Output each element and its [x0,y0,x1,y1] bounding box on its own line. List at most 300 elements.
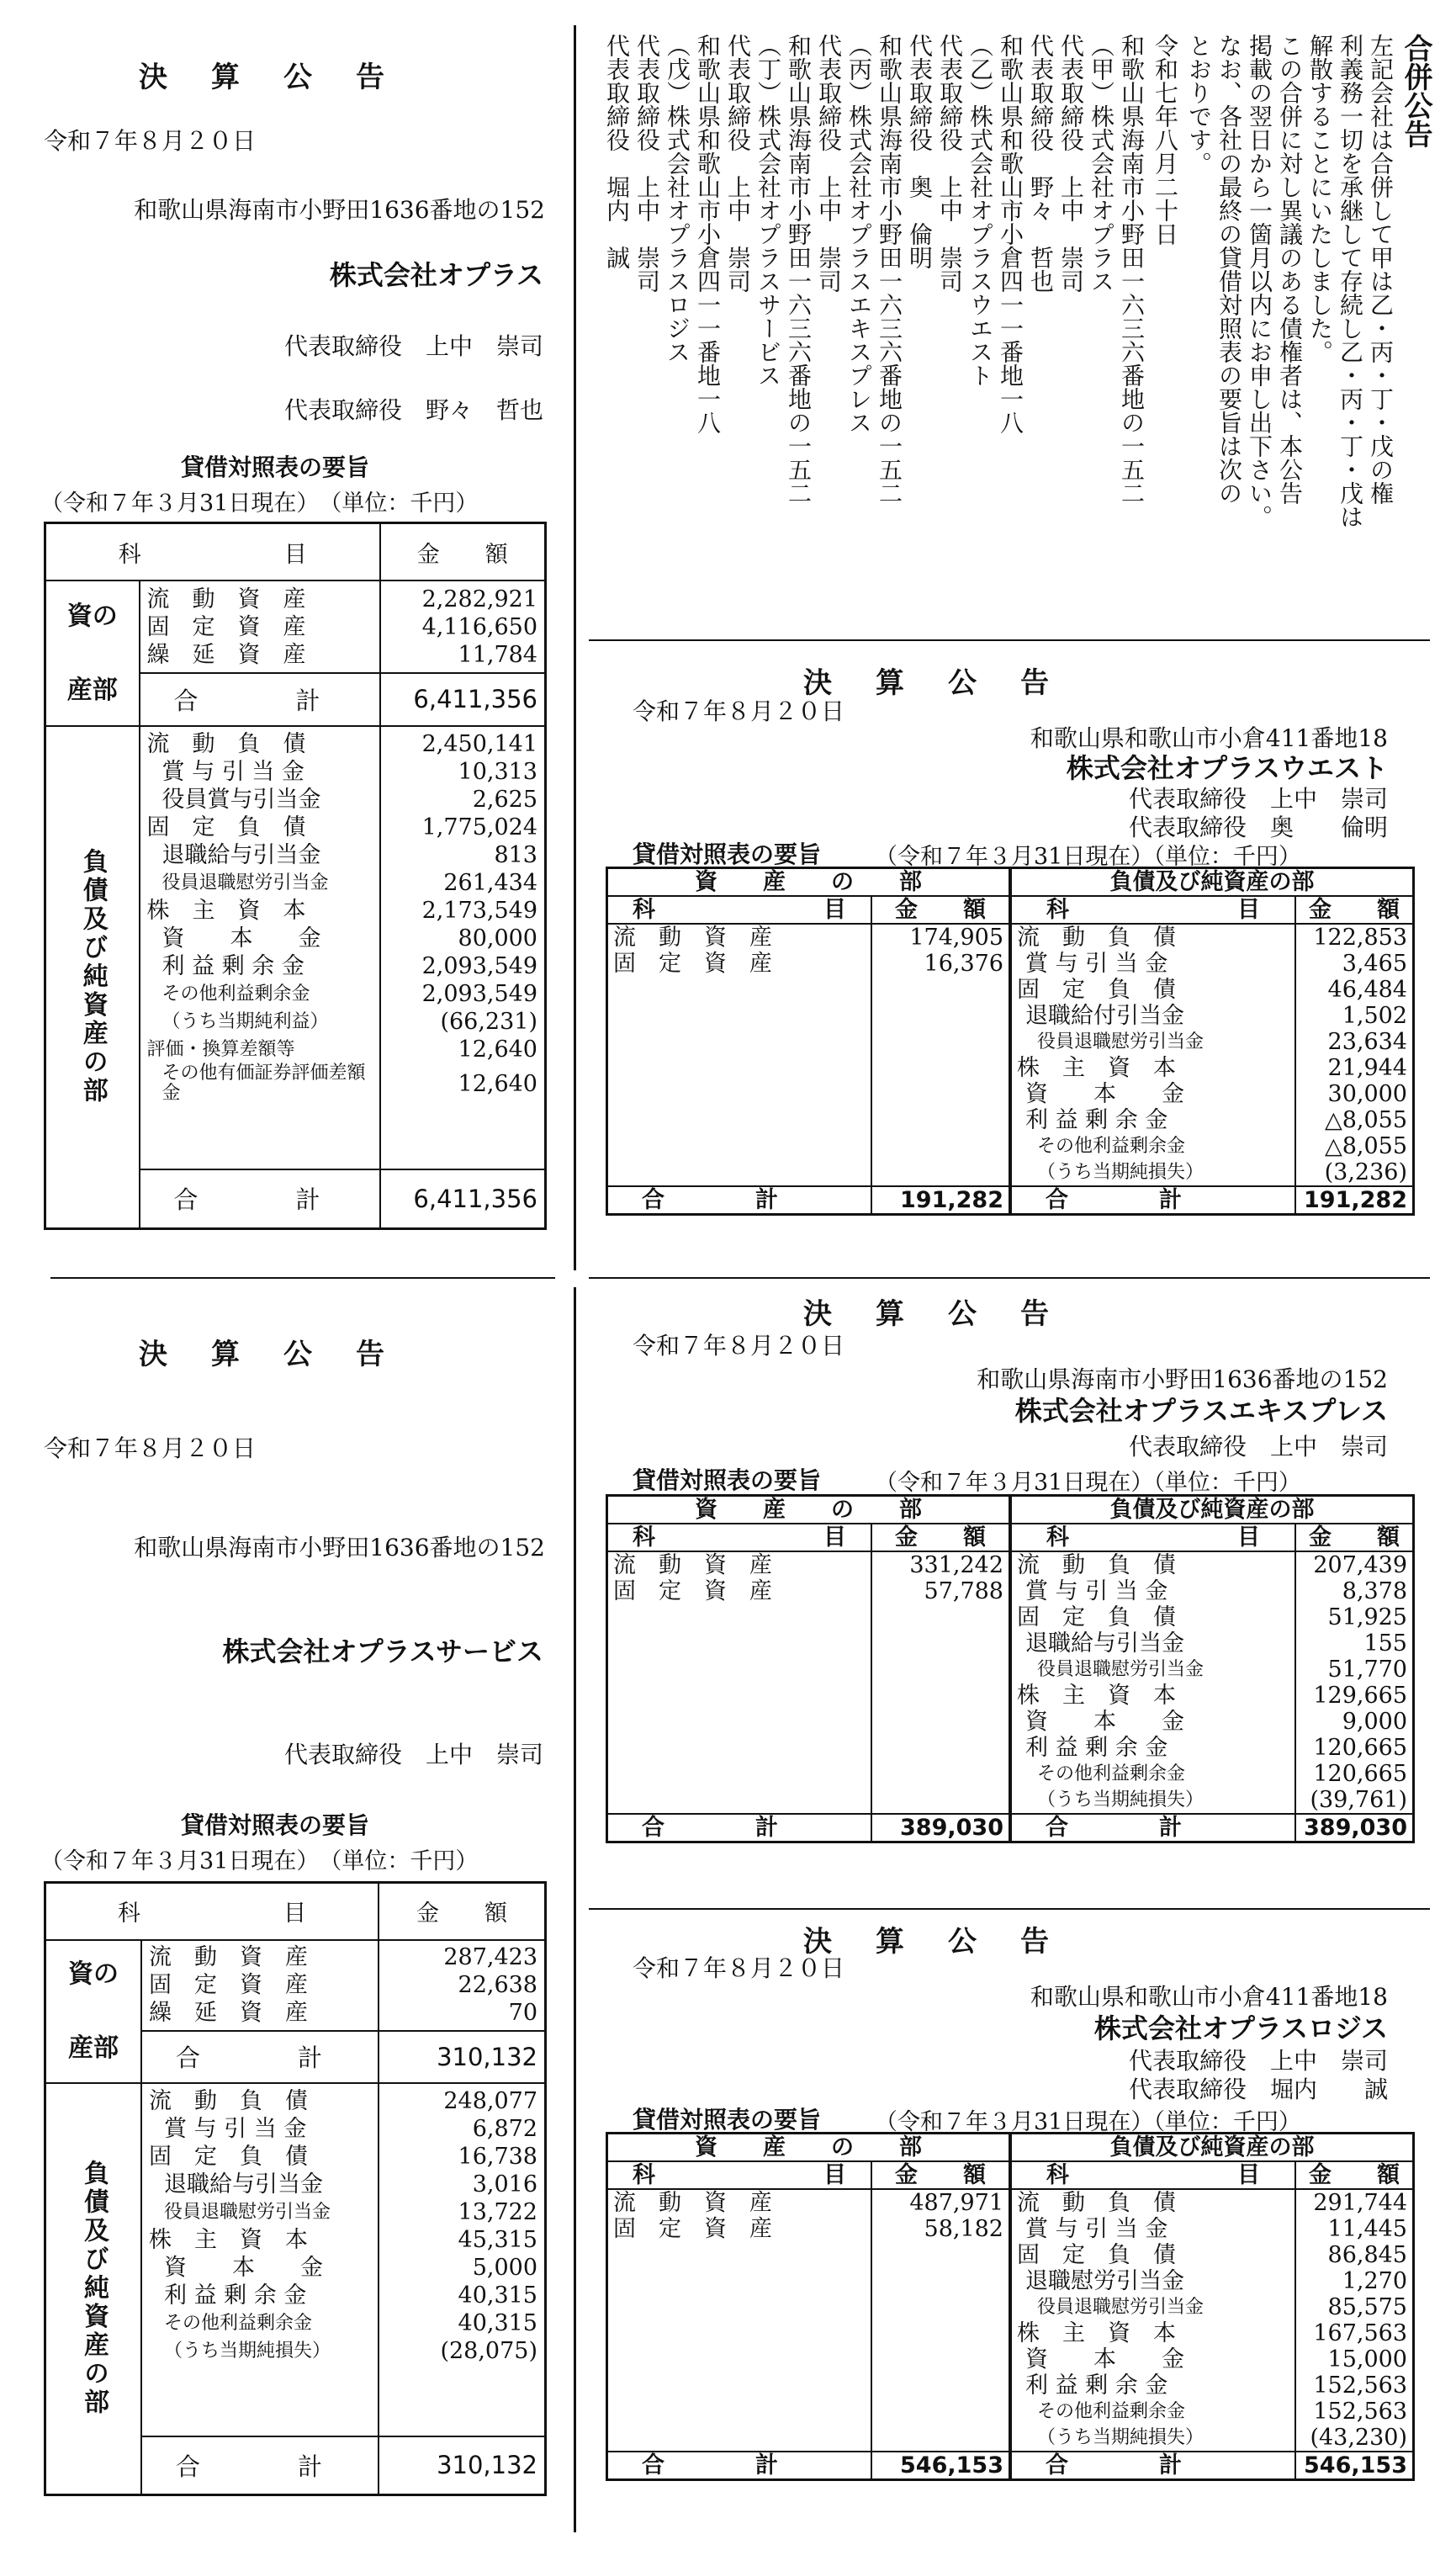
table-row [607,951,1414,977]
asset-item-value: 4,116,650 [421,613,537,640]
liability-item-value: 2,173,549 [421,897,537,924]
table-row [607,1578,1414,1604]
logis-title: 決算公告 [803,1925,1093,1959]
liability-item-name: 役員賞与引当金 [161,786,321,813]
asset-total: 546,153 [871,2452,1010,2480]
asset-item-name [607,1604,872,1630]
asset-item-value: 22,638 [458,1972,537,1998]
liability-item-value: 1,270 [1295,2268,1414,2294]
liability-item-value: 40,315 [458,2309,537,2336]
liability-item-name: 賞 与 引 当 金 [161,758,304,785]
express-title: 決算公告 [803,1297,1093,1331]
liability-item-name: 株 主 資 本 [146,897,306,924]
asset-item-name [607,1709,872,1735]
liability-item-name: 退職慰労引当金 [1010,2268,1295,2294]
asset-item-name [607,1657,872,1683]
asset-total-label: 合 計 [607,2452,872,2480]
table-row [607,2372,1414,2399]
asset-item-value [871,1657,1010,1683]
liability-total-label: 合 計 [1010,1814,1295,1842]
vertical-divider-lower [574,1287,576,2532]
asset-item-name [607,2346,872,2372]
table-row [607,1709,1414,1735]
liability-item-value: 1,775,024 [421,814,537,840]
table-row [607,1787,1414,1814]
asset-item-value [871,1133,1010,1159]
asset-item-name [607,2372,872,2399]
asset-item-value [871,2346,1010,2372]
liability-item-name: 資 本 金 [1010,2346,1295,2372]
table-row [607,924,1414,951]
liability-item-value: (28,075) [440,2337,537,2364]
merger-line: 代表取締役 上中 崇司 [815,34,843,293]
asset-item-name [607,1787,872,1814]
service-rep1: 代表取締役 上中 崇司 [283,1741,543,1768]
asset-item-name: 流 動 資 産 [149,1944,308,1970]
asset-item-value [871,2268,1010,2294]
amount-column-head: 金 額 [871,1524,1010,1551]
liability-item-value: 86,845 [1295,2242,1414,2268]
asset-item-value [871,977,1010,1003]
asset-item-name [607,977,872,1003]
liability-item-name: （うち当期純利益） [161,1010,329,1032]
item-column-head: 科 目 [607,1524,872,1551]
table-row [607,1683,1414,1709]
oplus-title: 決算公告 [139,61,428,94]
liability-item-value: 51,770 [1295,1657,1414,1683]
liability-item-name: 固 定 負 債 [1010,977,1295,1003]
west-bs-title: 貸借対照表の要旨 [633,840,822,868]
merger-line: 左記会社は合併して甲は乙・丙・丁・戊の権 [1367,34,1395,505]
liability-item-name: 役員退職慰労引当金 [1010,2294,1295,2320]
table-row [607,1003,1414,1029]
horizontal-divider-right-mid [589,1277,1430,1279]
asset-item-name [607,2399,872,2425]
liability-item-value: 16,738 [458,2143,537,2170]
merger-line: 代表取締役 上中 崇司 [1057,34,1085,293]
oplus-company: 株式会社オプラス [329,259,543,291]
liability-item-name: 資 本 金 [161,925,321,952]
amount-column-head: 金 額 [1295,1524,1414,1551]
oplus-liab-values [380,726,546,1169]
asset-item-name [607,1003,872,1029]
oplus-liab-total: 6,411,356 [380,1169,546,1229]
liability-item-name: 役員退職慰労引当金 [161,872,329,893]
asset-item-value [871,1081,1010,1107]
asset-item-name: 固 定 資 産 [146,613,306,640]
liability-item-name: 退職給付引当金 [1010,1003,1295,1029]
logis-rep1: 代表取締役 上中 崇司 [1128,2047,1388,2075]
service-liab-total: 310,132 [379,2436,546,2495]
asset-item-value [871,2425,1010,2452]
oplus-col-amount: 金 額 [380,523,546,581]
merger-line: 和歌山県海南市小野田一六三六番地の一五二 [876,34,903,505]
table-row [607,2268,1414,2294]
west-rep1: 代表取締役 上中 崇司 [1128,785,1388,813]
asset-item-value [871,2399,1010,2425]
asset-item-value: 58,182 [871,2216,1010,2242]
table-row [607,1159,1414,1186]
oplus-bs-title: 貸借対照表の要旨 [181,453,370,481]
merger-line: （乙）株式会社オプラスウエスト [966,34,994,387]
liability-item-name: 退職給与引当金 [161,841,321,868]
asset-item-value [871,1735,1010,1761]
liability-item-value: 248,077 [443,2087,537,2114]
table-row [607,1735,1414,1761]
liability-item-value: 12,640 [458,1070,537,1097]
liability-item-name: その他有価証券評価差額金 [161,1062,366,1104]
service-col-item: 科 目 [45,1883,379,1940]
asset-item-value: 331,242 [871,1551,1010,1578]
item-column-head: 科 目 [1010,896,1295,924]
table-row [607,1604,1414,1630]
west-bs-grid [606,867,1415,1216]
asset-item-value [871,1604,1010,1630]
table-row [607,1081,1414,1107]
merger-line: なお、各社の最終の貸借対照表の要旨は次の [1215,34,1243,505]
item-column-head: 科 目 [607,896,872,924]
merger-line: とおりです。 [1185,34,1213,175]
service-bs-title: 貸借対照表の要旨 [181,1811,370,1839]
liability-item-name: 役員退職慰労引当金 [1010,1029,1295,1055]
service-asset-total: 310,132 [379,2031,546,2083]
west-date: 令和７年８月２０日 [633,697,845,725]
liability-item-name: その他利益剰余金 [161,983,310,1005]
asset-item-value [871,1630,1010,1657]
liability-item-value: 120,665 [1295,1735,1414,1761]
liability-item-name: その他利益剰余金 [1010,1133,1295,1159]
table-row [607,1551,1414,1578]
asset-item-name: 固 定 資 産 [613,1578,772,1604]
assets-section-head: 資 産 の 部 [607,1496,1011,1524]
liability-item-value: 12,640 [458,1036,537,1063]
oplus-asset-names [140,581,380,672]
asset-item-name: 固 定 資 産 [613,951,772,977]
amount-column-head: 金 額 [1295,2161,1414,2189]
horizontal-divider-right-top [589,639,1430,641]
liabilities-section-head: 負債及び純資産の部 [1010,2134,1414,2162]
liability-item-name: 利 益 剰 余 金 [1010,2372,1295,2399]
asset-item-value [871,1029,1010,1055]
asset-item-value [871,1159,1010,1186]
liability-item-value: 85,575 [1295,2294,1414,2320]
asset-item-name: 固 定 資 産 [613,2216,772,2242]
liability-item-value: 46,484 [1295,977,1414,1003]
liability-item-name: 株 主 資 本 [1010,1055,1295,1081]
table-row [607,2320,1414,2346]
liability-item-value: 23,634 [1295,1029,1414,1055]
liability-item-value: 122,853 [1295,924,1414,951]
service-col-amount: 金 額 [379,1883,546,1940]
west-bs-date: （令和７年３月31日現在）（単位：千円） [875,844,1301,870]
liabilities-section-head: 負債及び純資産の部 [1010,868,1414,897]
liability-item-name: 退職給与引当金 [164,2171,323,2197]
liability-item-value: 9,000 [1295,1709,1414,1735]
service-liab-section: 負債及び純資産の部 [45,2083,142,2495]
logis-date: 令和７年８月２０日 [633,1954,845,1982]
asset-item-value: 287,423 [443,1944,537,1970]
liability-item-value: 152,563 [1295,2399,1414,2425]
liability-item-value: 3,465 [1295,951,1414,977]
oplus-liab-total-label: 合 計 [140,1169,380,1229]
oplus-liab-names [140,726,380,1169]
asset-item-name [607,1133,872,1159]
oplus-address: 和歌山県海南市小野田1636番地の152 [134,196,545,224]
merger-line: この合併に対し異議のある債権者は、本公告 [1276,34,1304,505]
assets-section-head: 資 産 の 部 [607,2134,1011,2162]
table-row [607,1657,1414,1683]
merger-notice [589,34,1430,623]
asset-item-name: 流 動 資 産 [613,925,772,951]
liability-item-name: 流 動 負 債 [1010,924,1295,951]
service-company: 株式会社オプラスサービス [222,1635,543,1667]
liability-item-name: （うち当期純損失） [1010,2425,1295,2452]
liability-item-name: 利 益 剰 余 金 [161,952,304,979]
liability-item-value: 80,000 [458,925,537,952]
asset-item-name [607,1683,872,1709]
asset-item-name: 繰 延 資 産 [149,2000,308,2026]
oplus-bs-date: （令和７年３月31日現在） （単位：千円） [40,490,479,517]
asset-item-name [607,2268,872,2294]
table-row [607,2425,1414,2452]
merger-line: （丁）株式会社オプラスサービス [754,34,782,387]
service-liab-values [379,2083,546,2436]
liability-item-value: 30,000 [1295,1081,1414,1107]
liability-item-value: 5,000 [472,2254,537,2281]
liability-item-value: 2,093,549 [421,980,537,1007]
liability-item-name: （うち当期純損失） [1010,1787,1295,1814]
express-bs-grid [606,1494,1415,1843]
liability-item-value: (39,761) [1295,1787,1414,1814]
liability-item-value: (66,231) [440,1008,537,1035]
service-asset-section: 資の 産部 [45,1940,142,2083]
liability-item-name: 退職給与引当金 [1010,1630,1295,1657]
liability-item-value: 6,872 [472,2115,537,2142]
asset-item-value [871,2320,1010,2346]
liability-total: 389,030 [1295,1814,1414,1842]
service-liab-names [141,2083,379,2436]
item-column-head: 科 目 [1010,2161,1295,2189]
asset-item-value: 16,376 [871,951,1010,977]
asset-item-value [871,1761,1010,1787]
liability-item-name: その他利益剰余金 [1010,1761,1295,1787]
merger-heading: 合併公告 [1399,34,1432,148]
vertical-divider [574,25,576,1270]
service-bs-date: （令和７年３月31日現在） （単位：千円） [40,1848,479,1874]
asset-total-label: 合 計 [607,1186,872,1215]
logis-bs-title: 貸借対照表の要旨 [633,2106,822,2134]
service-balance-table [44,1881,547,2496]
asset-item-value: 57,788 [871,1578,1010,1604]
express-bs-title: 貸借対照表の要旨 [633,1466,822,1494]
asset-item-name [607,2425,872,2452]
merger-line: （戊）株式会社オプラスロジス [664,34,691,363]
assets-section-head: 資 産 の 部 [607,868,1011,897]
liability-item-name: 流 動 負 債 [1010,1551,1295,1578]
asset-item-value [871,2294,1010,2320]
asset-item-name [607,2320,872,2346]
liability-item-value: 129,665 [1295,1683,1414,1709]
item-column-head: 科 目 [607,2161,872,2189]
liability-item-value: 207,439 [1295,1551,1414,1578]
oplus-asset-values [380,581,546,672]
liability-item-value: 152,563 [1295,2372,1414,2399]
liability-item-value: 261,434 [443,869,537,896]
merger-line: 掲載の翌日から一箇月以内にお申し出下さい。 [1246,34,1273,528]
west-company: 株式会社オプラスウエスト [1066,752,1388,784]
table-row [607,1029,1414,1055]
oplus-asset-section: 資の 産部 [45,581,140,725]
liability-item-name: 賞 与 引 当 金 [164,2115,307,2142]
liability-item-name: その他利益剰余金 [1010,2399,1295,2425]
liability-item-value: 120,665 [1295,1761,1414,1787]
liability-item-value: 813 [494,841,537,868]
item-column-head: 科 目 [1010,1524,1295,1551]
service-date: 令和７年８月２０日 [44,1434,257,1462]
liability-item-value: 40,315 [458,2282,537,2309]
asset-item-value: 2,282,921 [421,586,537,612]
merger-line: 代表取締役 上中 崇司 [936,34,964,293]
liability-total-label: 合 計 [1010,2452,1295,2480]
asset-item-value: 11,784 [458,641,537,668]
liability-item-value: 2,093,549 [421,952,537,979]
merger-line: 令和七年八月二十日 [1152,34,1179,246]
asset-item-name [607,2294,872,2320]
express-address: 和歌山県海南市小野田1636番地の152 [977,1365,1388,1393]
liability-item-name: 評価・換算差額等 [146,1038,295,1060]
oplus-col-item: 科 目 [45,523,380,581]
merger-line: （丙）株式会社オプラスエキスプレス [845,34,873,434]
logis-bs-date: （令和７年３月31日現在）（単位：千円） [875,2109,1301,2135]
liability-item-value: 2,625 [472,786,537,813]
asset-item-value: 174,905 [871,924,1010,951]
liability-item-value: 13,722 [458,2198,537,2225]
liability-item-value: (43,230) [1295,2425,1414,2452]
liability-item-name: 流 動 負 債 [149,2087,308,2114]
table-row [607,2294,1414,2320]
liability-item-name: 資 本 金 [164,2254,323,2281]
oplus-rep1: 代表取締役 上中 崇司 [283,332,543,360]
liability-item-name: 利 益 剰 余 金 [164,2282,307,2309]
liability-item-name: 株 主 資 本 [1010,2320,1295,2346]
asset-item-value [871,1107,1010,1133]
table-row [607,1055,1414,1081]
table-row [607,2346,1414,2372]
asset-item-value [871,2242,1010,2268]
service-asset-names [141,1940,379,2031]
liability-item-name: 株 主 資 本 [149,2226,308,2253]
asset-item-value [871,1787,1010,1814]
service-liab-total-label: 合 計 [141,2436,379,2495]
asset-item-name: 流 動 資 産 [613,1552,772,1578]
liability-item-name: 固 定 負 債 [146,814,306,840]
asset-item-name [607,1055,872,1081]
express-rep1: 代表取締役 上中 崇司 [1128,1433,1388,1461]
merger-line: 代表取締役 奥 倫明 [906,34,934,269]
asset-item-value [871,1709,1010,1735]
logis-bs-grid [606,2132,1415,2481]
logis-company: 株式会社オプラスロジス [1093,2012,1388,2044]
express-date: 令和７年８月２０日 [633,1332,845,1360]
liability-item-value: (3,236) [1295,1159,1414,1186]
merger-line: 代表取締役 野々 哲也 [1027,34,1055,293]
asset-item-name: 流 動 資 産 [146,586,306,612]
liability-item-name: 役員退職慰労引当金 [164,2201,331,2223]
amount-column-head: 金 額 [871,2161,1010,2189]
liability-item-name: 流 動 負 債 [146,730,306,757]
liability-item-value: 3,016 [472,2171,537,2197]
west-title: 決算公告 [803,666,1093,700]
merger-line: 解散することにいたしました。 [1306,34,1334,363]
merger-line: 和歌山県海南市小野田一六三六番地の一五二 [1118,34,1146,505]
liability-item-name: 利 益 剰 余 金 [1010,1107,1295,1133]
service-address: 和歌山県海南市小野田1636番地の152 [134,1534,545,1561]
merger-line: （甲）株式会社オプラス [1088,34,1115,293]
liability-item-value: 155 [1295,1630,1414,1657]
liability-item-name: 流 動 負 債 [1010,2189,1295,2216]
asset-item-name [607,1081,872,1107]
asset-item-name [607,2242,872,2268]
liability-item-value: 2,450,141 [421,730,537,757]
oplus-date: 令和７年８月２０日 [44,127,257,155]
oplus-asset-total-label: 合 計 [140,673,380,726]
table-row [607,1107,1414,1133]
liability-item-name: 固 定 負 債 [149,2143,308,2170]
asset-item-value: 487,971 [871,2189,1010,2216]
liability-item-value: △8,055 [1295,1107,1414,1133]
asset-item-name [607,1159,872,1186]
asset-total: 389,030 [871,1814,1010,1842]
liability-item-name: 賞 与 引 当 金 [1010,2216,1295,2242]
table-row [607,2399,1414,2425]
service-asset-values [379,1940,546,2031]
liabilities-section-head: 負債及び純資産の部 [1010,1496,1414,1524]
oplus-rep2: 代表取締役 野々 哲也 [283,396,543,424]
liability-item-value: 291,744 [1295,2189,1414,2216]
asset-item-value [871,1055,1010,1081]
liability-item-value: 10,313 [458,758,537,785]
liability-item-value: 8,378 [1295,1578,1414,1604]
liability-item-name: 利 益 剰 余 金 [1010,1735,1295,1761]
liability-item-name: 賞 与 引 当 金 [1010,1578,1295,1604]
liability-item-name: 固 定 負 債 [1010,2242,1295,2268]
asset-total-label: 合 計 [607,1814,872,1842]
asset-item-value [871,1003,1010,1029]
liability-item-value: 11,445 [1295,2216,1414,2242]
express-company: 株式会社オプラスエキスプレス [1014,1395,1388,1427]
asset-item-value [871,2372,1010,2399]
liability-item-value: 167,563 [1295,2320,1414,2346]
amount-column-head: 金 額 [1295,896,1414,924]
merger-line: 代表取締役 堀内 誠 [603,34,631,269]
liability-item-value: 1,502 [1295,1003,1414,1029]
asset-item-name [607,1735,872,1761]
liability-item-name: 資 本 金 [1010,1081,1295,1107]
liability-item-name: 賞 与 引 当 金 [1010,951,1295,977]
asset-item-name: 固 定 資 産 [149,1972,308,1998]
table-row [607,2242,1414,2268]
liability-item-name: （うち当期純損失） [164,2340,331,2362]
liability-item-value: 45,315 [458,2226,537,2253]
oplus-liab-section: 負債及び純資産の部 [45,726,140,1229]
table-row [607,1630,1414,1657]
liability-item-name: その他利益剰余金 [164,2312,313,2334]
liability-item-value: 21,944 [1295,1055,1414,1081]
liability-item-name: 資 本 金 [1010,1709,1295,1735]
liability-item-value: 51,925 [1295,1604,1414,1630]
west-rep2: 代表取締役 奥 倫明 [1128,814,1388,841]
liability-total: 191,282 [1295,1186,1414,1215]
